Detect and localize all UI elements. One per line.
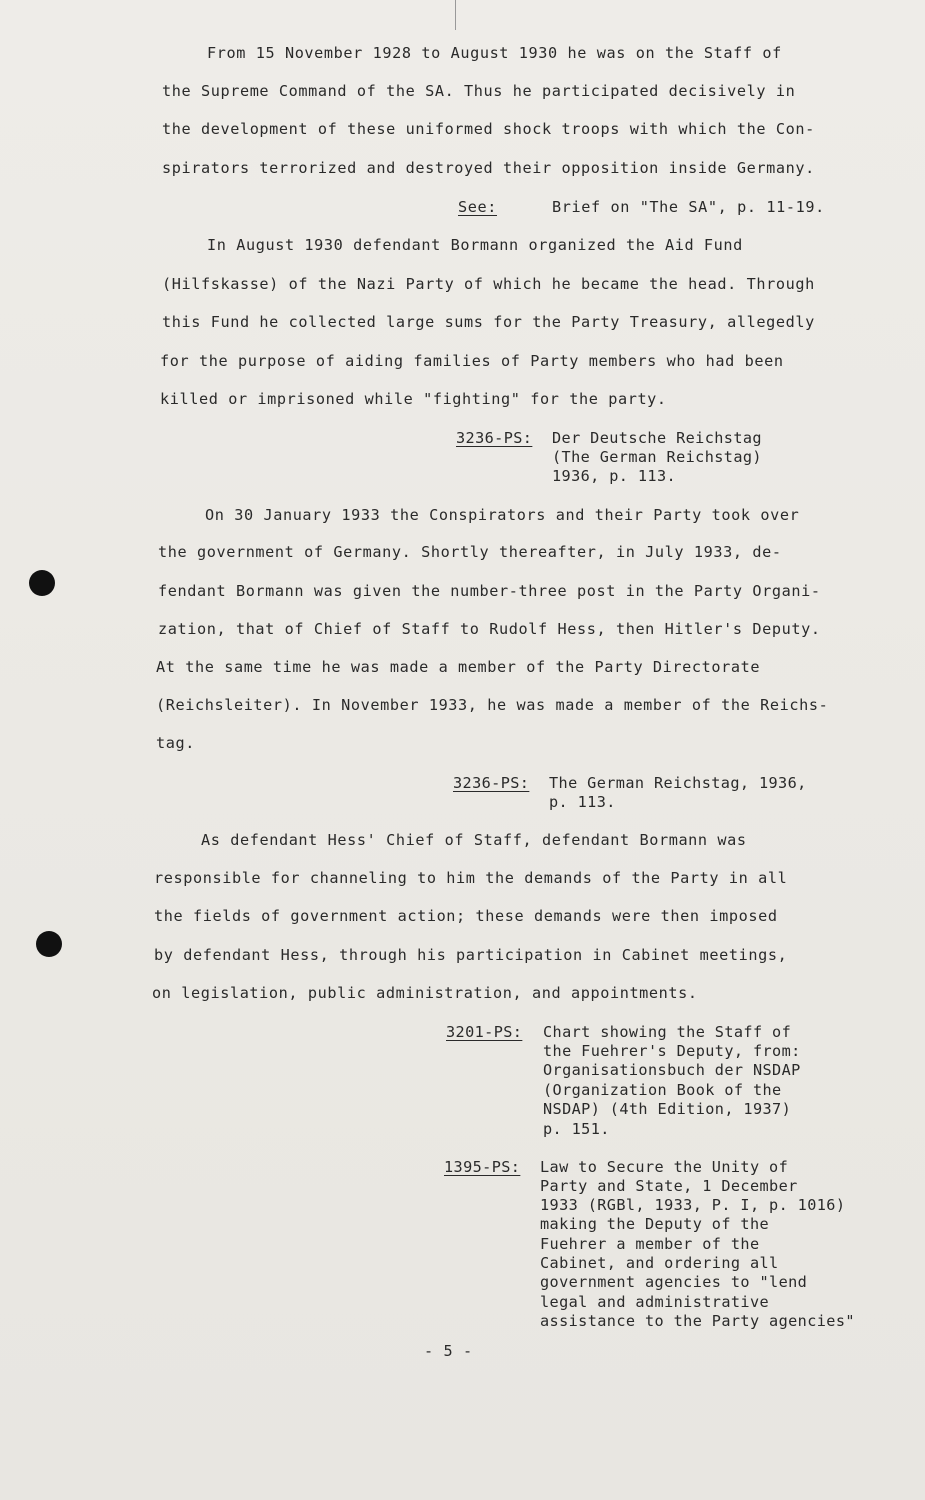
citation-text: 1933 (RGBl, 1933, P. I, p. 1016) (540, 1196, 846, 1214)
citation-text: making the Deputy of the (540, 1215, 770, 1233)
body-line: on legislation, public administration, and appointments. (152, 984, 698, 1002)
citation-text: Organisationsbuch der NSDAP (543, 1061, 801, 1079)
citation-text: assistance to the Party agencies" (540, 1312, 855, 1330)
citation-text: Law to Secure the Unity of (540, 1158, 789, 1176)
citation-text: (The German Reichstag) (552, 448, 762, 466)
citation-text: (Organization Book of the (543, 1081, 782, 1099)
body-line: (Hilfskasse) of the Nazi Party of which he became the head. Through (162, 275, 815, 293)
citation-text: Der Deutsche Reichstag (552, 429, 762, 447)
scan-mark (455, 0, 456, 30)
body-line: On 30 January 1933 the Conspirators and their Party took over (205, 506, 800, 524)
body-line: spirators terrorized and destroyed their opposition inside Germany. (162, 159, 815, 177)
citation-ref: 1395-PS: (444, 1158, 521, 1176)
citation-text: Cabinet, and ordering all (540, 1254, 779, 1272)
citation-text: the Fuehrer's Deputy, from: (543, 1042, 801, 1060)
citation-text: p. 113. (549, 793, 616, 811)
body-line: (Reichsleiter). In November 1933, he was made a member of the Reichs- (156, 696, 829, 714)
punch-hole (29, 570, 55, 596)
body-line: by defendant Hess, through his participation in Cabinet meetings, (154, 946, 788, 964)
punch-hole (36, 931, 62, 957)
citation-text: Fuehrer a member of the (540, 1235, 760, 1253)
citation-ref: 3201-PS: (446, 1023, 523, 1041)
page-number: - 5 - (424, 1342, 473, 1360)
citation-ref: 3236-PS: (456, 429, 533, 447)
body-line: In August 1930 defendant Bormann organized the Aid Fund (207, 236, 743, 254)
citation-text: p. 151. (543, 1120, 610, 1138)
body-line: responsible for channeling to him the demands of the Party in all (154, 869, 788, 887)
body-line: tag. (156, 734, 195, 752)
body-line: the fields of government action; these demands were then imposed (154, 907, 778, 925)
body-line: this Fund he collected large sums for the Party Treasury, allegedly (162, 313, 815, 331)
citation-text: legal and administrative (540, 1293, 770, 1311)
body-line: As defendant Hess' Chief of Staff, defendant Bormann was (201, 831, 747, 849)
citation-text: NSDAP) (4th Edition, 1937) (543, 1100, 792, 1118)
citation-text: Party and State, 1 December (540, 1177, 798, 1195)
body-line: the government of Germany. Shortly thereafter, in July 1933, de- (158, 543, 782, 561)
citation-text: government agencies to "lend (540, 1273, 808, 1291)
body-line: At the same time he was made a member of the Party Directorate (156, 658, 761, 676)
body-line: the Supreme Command of the SA. Thus he participated decisively in (162, 82, 796, 100)
body-line: From 15 November 1928 to August 1930 he was on the Staff of (207, 44, 782, 62)
citation-text: Chart showing the Staff of (543, 1023, 792, 1041)
citation-ref: 3236-PS: (453, 774, 530, 792)
body-line: zation, that of Chief of Staff to Rudolf Hess, then Hitler's Deputy. (158, 620, 821, 638)
body-line: the development of these uniformed shock troops with which the Con- (162, 120, 815, 138)
citation-ref: See: (458, 198, 497, 216)
citation-text: 1936, p. 113. (552, 467, 677, 485)
body-line: killed or imprisoned while "fighting" for the party. (160, 390, 667, 408)
citation-text: Brief on "The SA", p. 11-19. (552, 198, 825, 216)
citation-text: The German Reichstag, 1936, (549, 774, 807, 792)
body-line: for the purpose of aiding families of Party members who had been (160, 352, 784, 370)
body-line: fendant Bormann was given the number-three post in the Party Organi- (158, 582, 821, 600)
